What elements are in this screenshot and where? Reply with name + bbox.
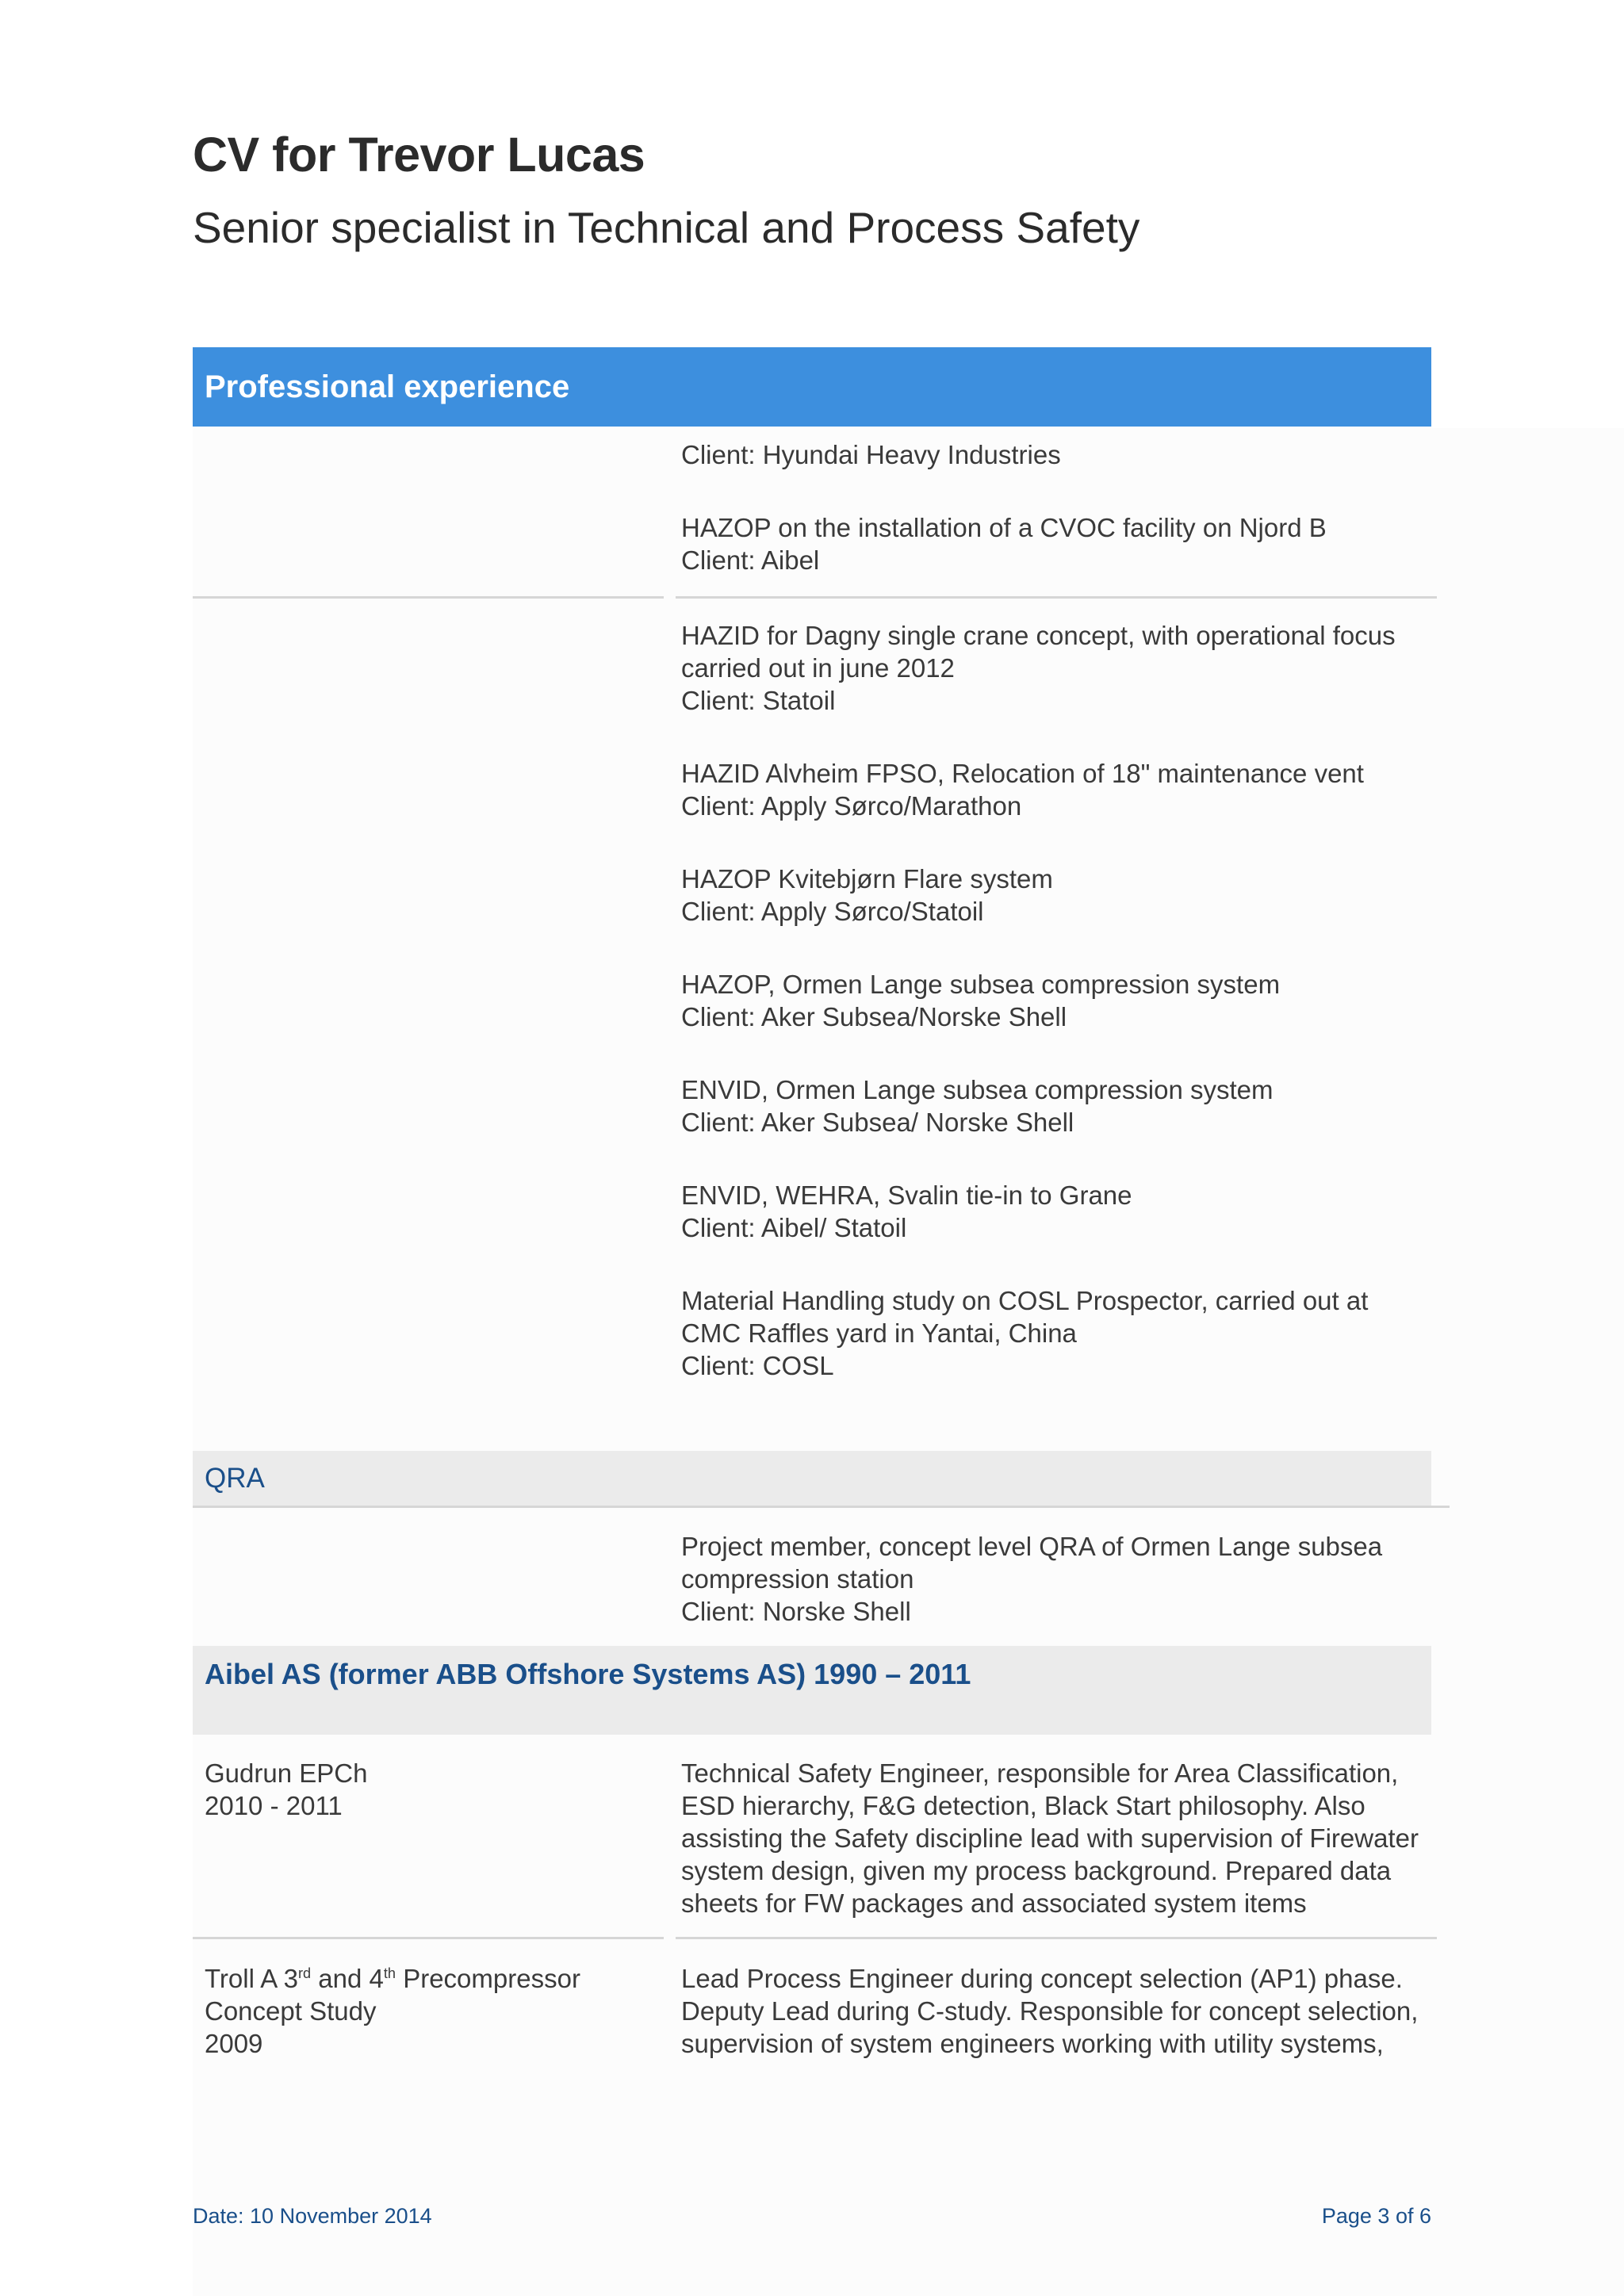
entry-line: CMC Raffles yard in Yantai, China xyxy=(681,1318,1077,1348)
project-gudrun-label xyxy=(205,1757,649,1822)
entry-line: Client: Aibel/ Statoil xyxy=(681,1213,907,1242)
project-name: Troll A 3rd and 4th Precompressor xyxy=(205,1964,580,1993)
entry-line: Client: Aker Subsea/ Norske Shell xyxy=(681,1108,1074,1137)
entry-line: Client: Apply Sørco/Statoil xyxy=(681,897,984,926)
entry-line: Client: Aker Subsea/Norske Shell xyxy=(681,1002,1067,1031)
experience-entry xyxy=(681,968,1427,1033)
experience-entry xyxy=(681,619,1427,717)
section-header-qra: QRA xyxy=(193,1451,1431,1506)
entry-line: ESD hierarchy, F&G detection, Black Start philosophy. Also xyxy=(681,1791,1365,1820)
entry-line: carried out in june 2012 xyxy=(681,653,955,683)
row-divider xyxy=(193,1506,1450,1508)
row-divider xyxy=(193,1937,664,1939)
entry-line: Project member, concept level QRA of Ormen Lange subsea xyxy=(681,1532,1383,1561)
entry-line: HAZOP Kvitebjørn Flare system xyxy=(681,864,1053,894)
row-divider xyxy=(676,596,1437,599)
footer-date: Date: 10 November 2014 xyxy=(193,2204,432,2228)
experience-entry xyxy=(681,863,1427,928)
project-study: Concept Study xyxy=(205,1996,377,2026)
project-gudrun-description xyxy=(681,1757,1427,1919)
document-title: CV for Trevor Lucas xyxy=(193,128,645,182)
entry-line: Client: Apply Sørco/Marathon xyxy=(681,791,1022,821)
experience-block-1 xyxy=(681,438,1427,576)
experience-entry xyxy=(681,1179,1427,1244)
entry-line: system design, given my process background. Prepared data xyxy=(681,1856,1392,1885)
entry-line: HAZOP, Ormen Lange subsea compression system xyxy=(681,970,1281,999)
entry-line: Client: Norske Shell xyxy=(681,1597,911,1626)
experience-entry xyxy=(681,1073,1427,1138)
footer-page-number: Page 3 of 6 xyxy=(1321,2204,1431,2228)
project-years: 2009 xyxy=(205,2029,263,2058)
entry-line: Lead Process Engineer during concept selection (AP1) phase. xyxy=(681,1964,1403,1993)
entry-line: Client: COSL xyxy=(681,1351,834,1380)
section-header-professional-experience: Professional experience xyxy=(193,347,1431,427)
section-header-aibel: Aibel AS (former ABB Offshore Systems AS) 1990 – 2011 xyxy=(193,1646,1431,1735)
entry-line: Client: Aibel xyxy=(681,545,820,575)
entry-line: Deputy Lead during C-study. Responsible for concept selection, xyxy=(681,1996,1419,2026)
project-years: 2010 - 2011 xyxy=(205,1791,343,1820)
entry-line: sheets for FW packages and associated system items xyxy=(681,1888,1307,1918)
experience-entry xyxy=(681,1530,1427,1628)
project-troll-label xyxy=(205,1962,649,2060)
entry-line: Material Handling study on COSL Prospector, carried out at xyxy=(681,1286,1369,1315)
experience-entry xyxy=(681,511,1427,576)
qra-block xyxy=(681,1530,1427,1628)
entry-line: HAZID for Dagny single crane concept, with operational focus xyxy=(681,621,1396,650)
entry-line: HAZID Alvheim FPSO, Relocation of 18" maintenance vent xyxy=(681,759,1364,788)
project-troll-description xyxy=(681,1962,1427,2060)
experience-entry xyxy=(681,438,1427,471)
entry-line: Client: Statoil xyxy=(681,686,836,715)
entry-line: Technical Safety Engineer, responsible for Area Classification, xyxy=(681,1758,1399,1788)
row-divider xyxy=(193,596,664,599)
entry-line: supervision of system engineers working with utility systems, xyxy=(681,2029,1384,2058)
entry-line: assisting the Safety discipline lead with supervision of Firewater xyxy=(681,1823,1419,1853)
row-divider xyxy=(676,1937,1437,1939)
entry-line: HAZOP on the installation of a CVOC facility on Njord B xyxy=(681,513,1327,542)
entry-line: ENVID, WEHRA, Svalin tie-in to Grane xyxy=(681,1181,1132,1210)
experience-entry xyxy=(681,1284,1427,1382)
entry-line: ENVID, Ormen Lange subsea compression system xyxy=(681,1075,1274,1104)
entry-line: Client: Hyundai Heavy Industries xyxy=(681,440,1061,469)
experience-entry xyxy=(681,757,1427,822)
entry-line: compression station xyxy=(681,1564,914,1594)
document-subtitle: Senior specialist in Technical and Process Safety xyxy=(193,203,1140,252)
project-name: Gudrun EPCh xyxy=(205,1758,368,1788)
experience-block-2 xyxy=(681,619,1427,1382)
